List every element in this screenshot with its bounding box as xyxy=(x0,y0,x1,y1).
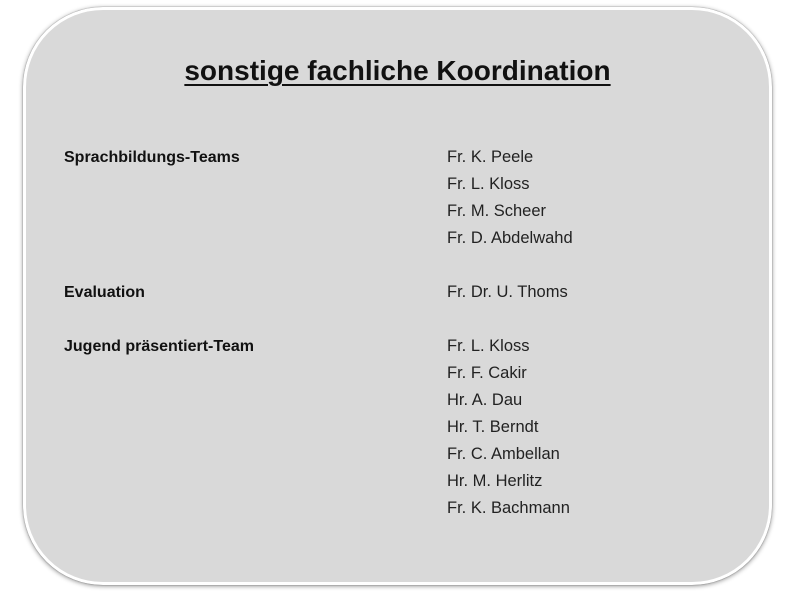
member-name: Fr. K. Bachmann xyxy=(447,499,570,517)
member-name: Hr. T. Berndt xyxy=(447,418,539,436)
member-name: Fr. Dr. U. Thoms xyxy=(447,283,568,301)
member-list xyxy=(447,333,744,522)
member-name: Fr. K. Peele xyxy=(447,148,534,166)
member-name: Hr. M. Herlitz xyxy=(447,472,543,490)
member-name: Fr. M. Scheer xyxy=(447,202,547,220)
section-evaluation xyxy=(64,279,744,306)
page-title: sonstige fachliche Koordination xyxy=(184,55,611,86)
section-label: Evaluation xyxy=(64,284,145,301)
section-label: Jugend präsentiert-Team xyxy=(64,338,254,355)
section-label: Sprachbildungs-Teams xyxy=(64,149,240,166)
sections-list xyxy=(64,144,744,549)
member-name: Fr. C. Ambellan xyxy=(447,445,560,463)
section-sprachbildungs-teams xyxy=(64,144,744,252)
member-name: Fr. L. Kloss xyxy=(447,337,530,355)
member-name: Hr. A. Dau xyxy=(447,391,523,409)
member-name: Fr. L. Kloss xyxy=(447,175,530,193)
member-name: Fr. D. Abdelwahd xyxy=(447,229,573,247)
coordination-card xyxy=(23,7,772,585)
member-list xyxy=(447,279,744,306)
member-list xyxy=(447,144,744,252)
section-jugend-praesentiert-team xyxy=(64,333,744,522)
member-name: Fr. F. Cakir xyxy=(447,364,527,382)
